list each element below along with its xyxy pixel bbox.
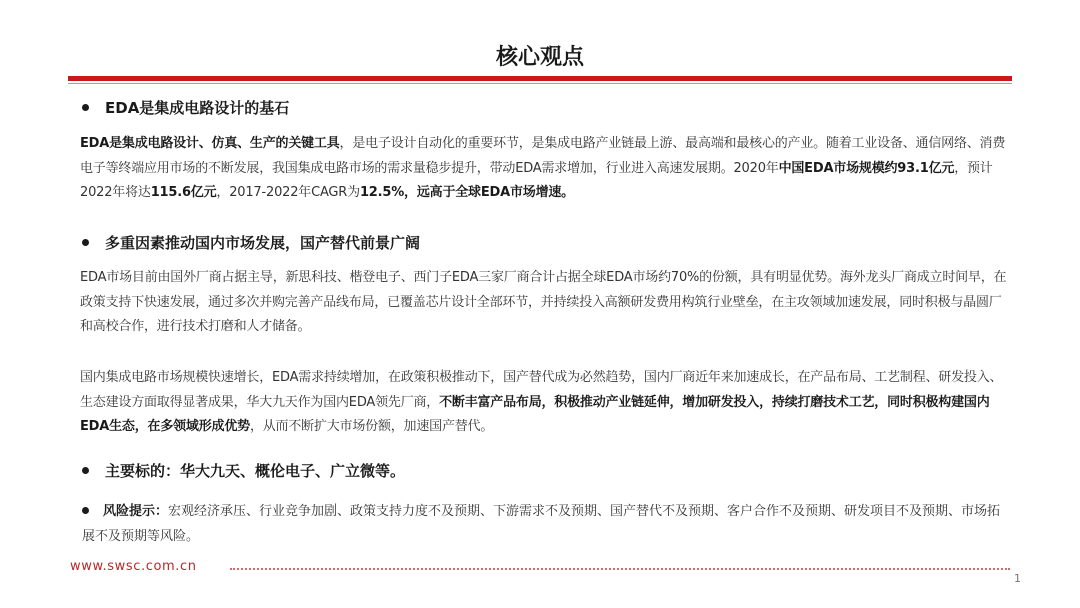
section-heading-2-text: 多重因素推动国内市场发展，国产替代前景广阔 xyxy=(105,234,421,252)
footer-dotted-divider xyxy=(230,568,1010,570)
bullet-icon xyxy=(82,239,89,246)
bullet-icon xyxy=(82,507,89,514)
s2-run-2: ，从而不断扩大市场份额，加速国产替代。 xyxy=(249,419,494,434)
section-heading-1-text: EDA是集成电路设计的基石 xyxy=(105,99,290,117)
s1-run-3: ，预计2022年将达 xyxy=(80,160,993,200)
title-divider xyxy=(68,76,1012,81)
bullet-icon xyxy=(82,467,89,474)
page-number: 1 xyxy=(1014,572,1021,585)
page-title: 核心观点 xyxy=(495,45,584,70)
risk-label: 风险提示： xyxy=(103,504,169,519)
section-1-paragraph xyxy=(80,132,1010,206)
s1-run-0: EDA是集成电路设计、仿真、生产的关键工具 xyxy=(80,136,340,151)
risk-section xyxy=(82,500,1010,549)
footer-website-link[interactable]: www.swsc.com.cn xyxy=(70,559,197,574)
section-2-paragraph-1: EDA市场目前由国外厂商占据主导，新思科技、楷登电子、西门子EDA三家厂商合计占据全球EDA市场约70%的份额，具有明显优势。海外龙头厂商成立时间早，在政策支持下快速发展，通过多次并购完善产品线布局，已覆盖芯片设计全部环节，并持续投入高额研发费用构筑行业壁垒，在主攻领域加速发展，同时积极与晶圆厂和高校合作，进行技术打磨和人才储备。 xyxy=(80,270,1007,334)
s1-run-6: 12.5%，远高于全球EDA市场增速。 xyxy=(359,185,574,200)
risk-text: 宏观经济承压、行业竞争加剧、政策支持力度不及预期、下游需求不及预期、国产替代不及预期、客户合作不及预期、研发项目不及预期、市场拓展不及预期等风险。 xyxy=(82,504,1001,544)
section-heading-2 xyxy=(82,232,420,253)
s1-run-4: 115.6亿元 xyxy=(150,185,217,200)
section-heading-1 xyxy=(82,97,289,118)
s2-run-1: 不断丰富产品布局，积极推动产业链延伸，增加研发投入，持续打磨技术工艺，同时积极构建国内EDA生态，在多领域形成优势 xyxy=(80,394,990,434)
s1-run-1: ，是电子设计自动化的重要环节，是集成电路产业链最上游、最高端和最核心的产业。随着工业设备、通信网络、消费电子等终端应用市场的不断发展，我国集成电路市场的需求量稳步提升，带动EDA需求增加，行业进入高速发展期。2020年 xyxy=(80,136,1006,176)
title-divider-thin xyxy=(68,83,1012,84)
s1-run-5: ，2017-2022年CAGR为 xyxy=(216,185,360,200)
section-heading-3 xyxy=(82,460,405,481)
section-heading-3-text: 主要标的：华大九天、概伦电子、广立微等。 xyxy=(105,462,406,480)
section-2-paragraph-2 xyxy=(80,366,1010,440)
s1-run-2: 中国EDA市场规模约93.1亿元 xyxy=(778,160,955,176)
bullet-icon xyxy=(82,104,89,111)
s2-run-0: 国内集成电路市场规模快速增长，EDA需求持续增加，在政策积极推动下，国产替代成为必然趋势，国内厂商近年来加速成长，在产品布局、工艺制程、研发投入、生态建设方面取得显著成果，华大九天作为国内EDA领先厂商， xyxy=(80,370,1003,410)
